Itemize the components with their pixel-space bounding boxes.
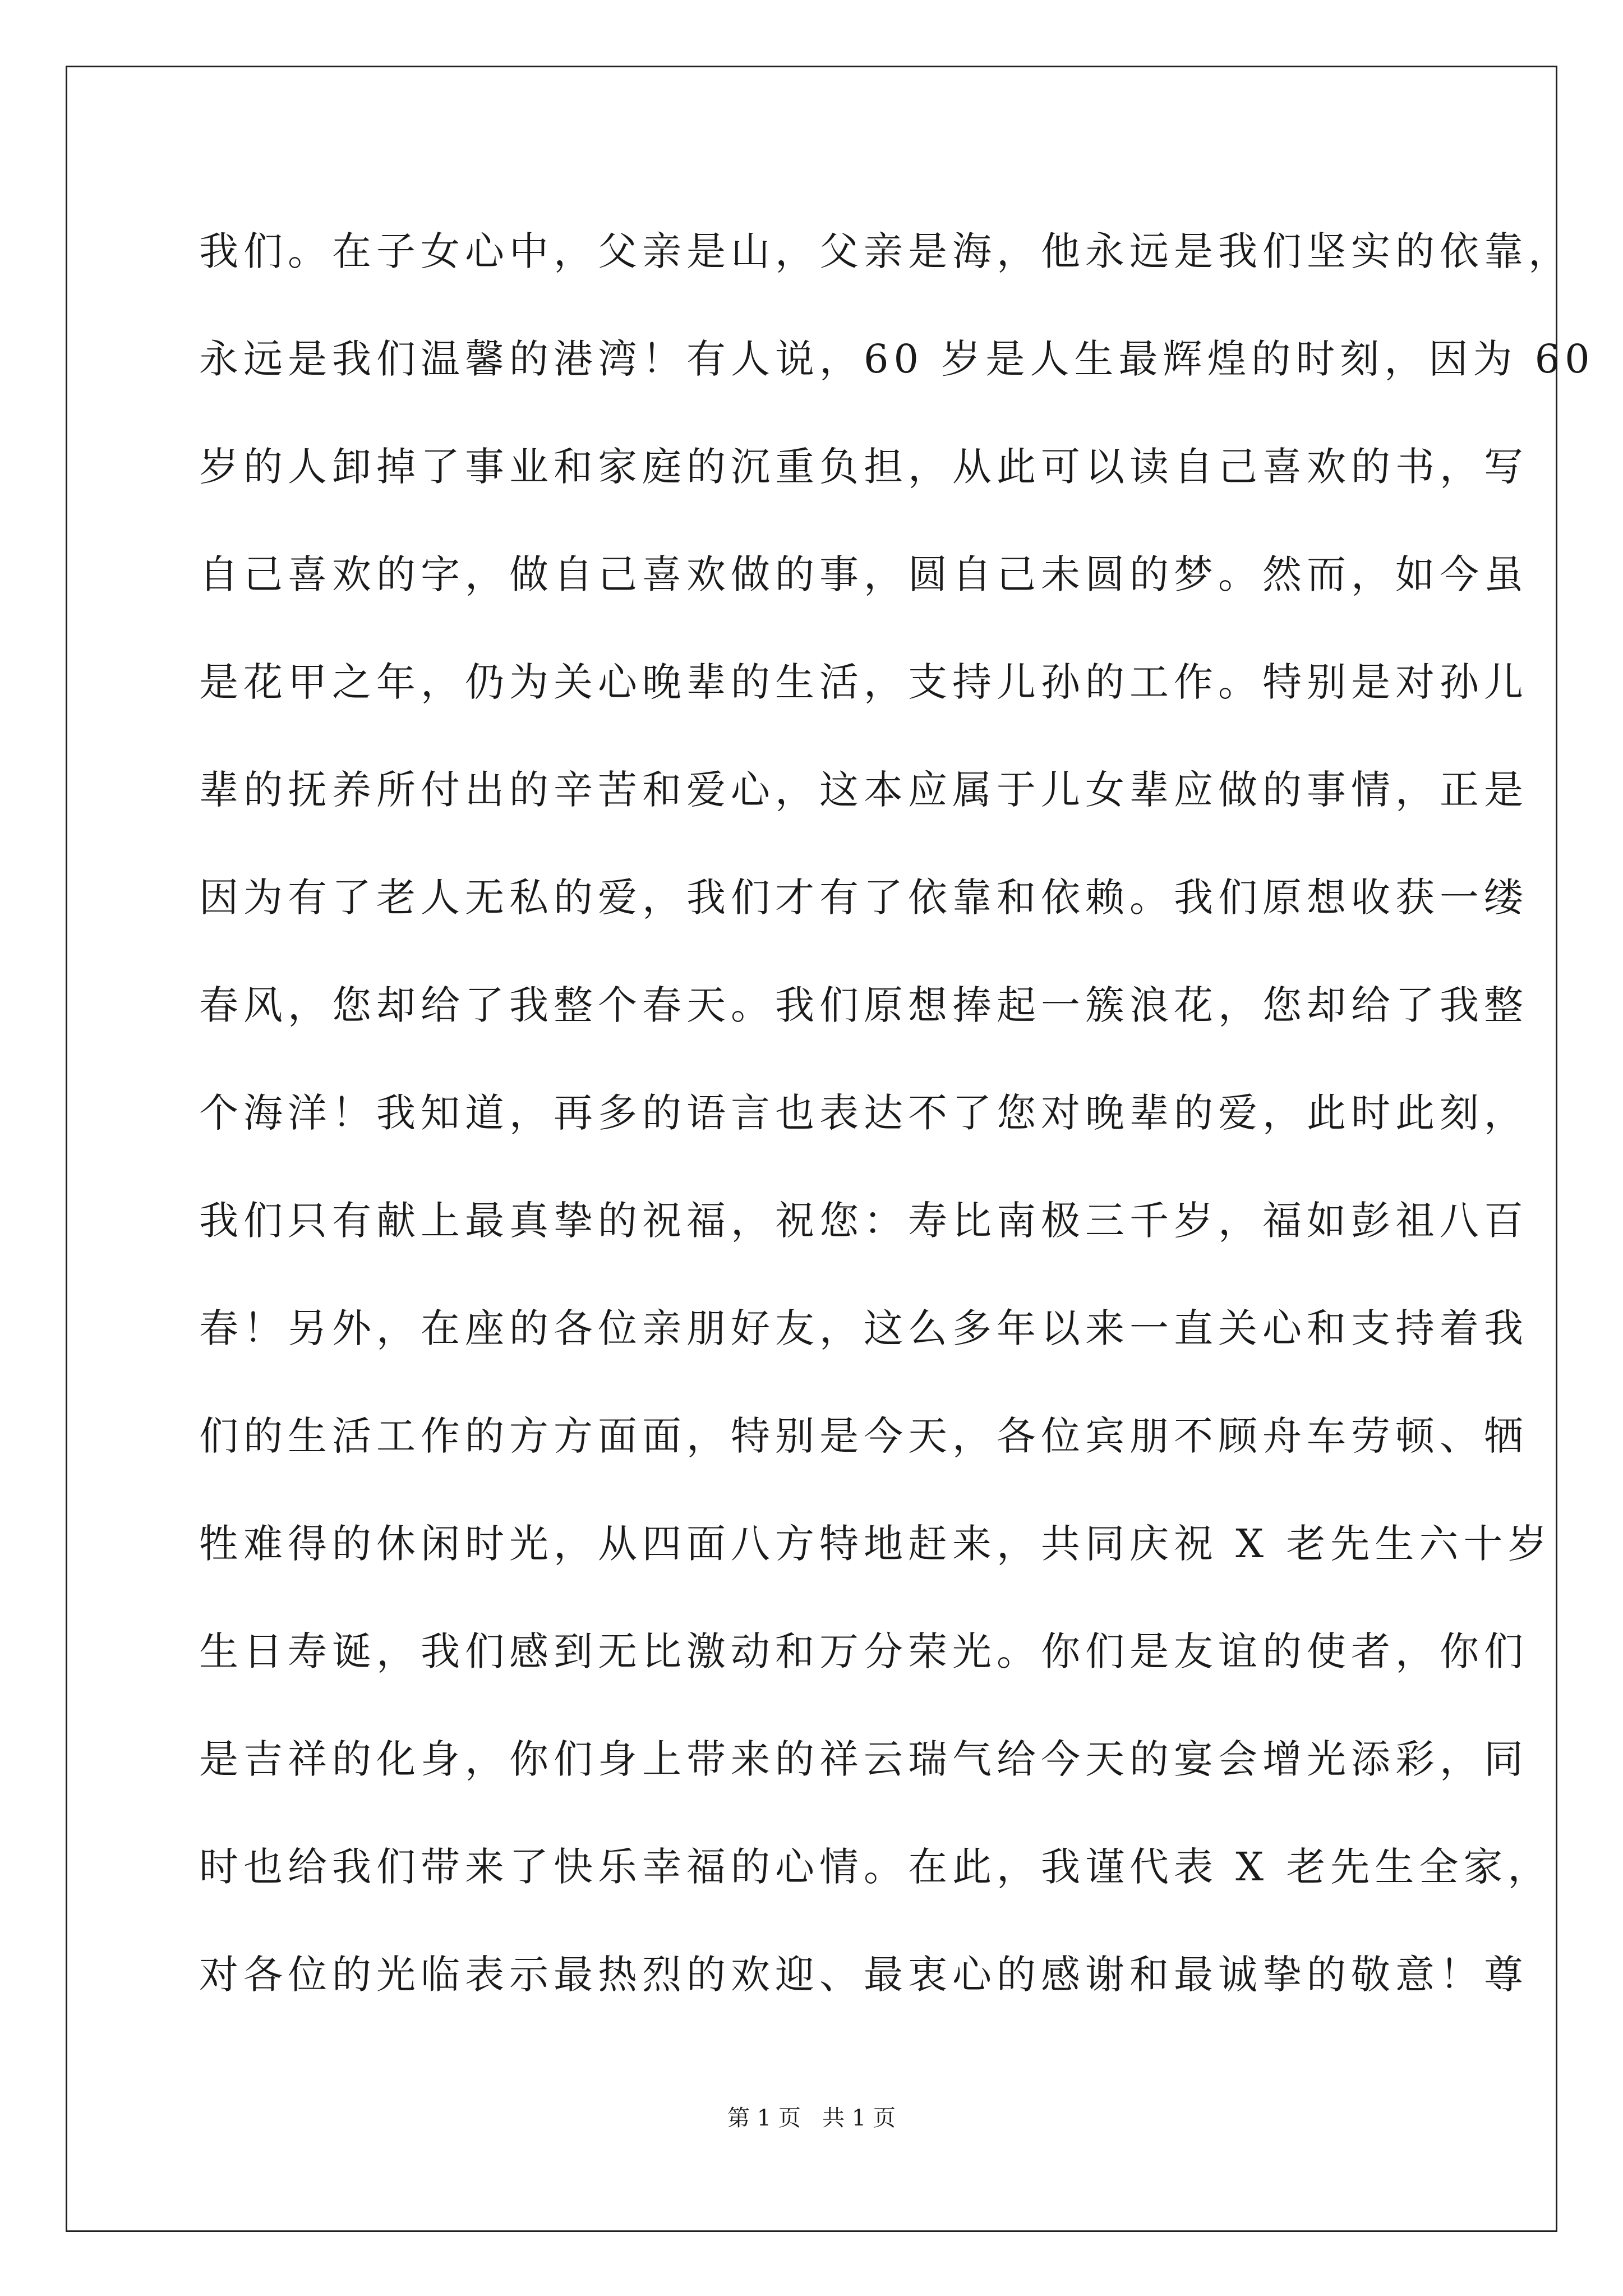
text-line-13: 牲难得的休闲时光，从四面八方特地赶来，共同庆祝 X 老先生六十岁 (199, 1521, 1552, 1567)
page-footer: 第 1 页 共 1 页 (727, 2105, 896, 2131)
text-line-16: 时也给我们带来了快乐幸福的心情。在此，我谨代表 X 老先生全家， (199, 1844, 1552, 1890)
text-line-4: 自己喜欢的字，做自己喜欢做的事，圆自己未圆的梦。然而，如今虽 (199, 551, 1528, 597)
text-line-7: 因为有了老人无私的爱，我们才有了依靠和依赖。我们原想收获一缕 (199, 875, 1528, 921)
text-line-15: 是吉祥的化身，你们身上带来的祥云瑞气给今天的宴会增光添彩，同 (199, 1736, 1528, 1782)
text-line-12: 们的生活工作的方方面面，特别是今天，各位宾朋不顾舟车劳顿、牺 (199, 1413, 1528, 1459)
text-line-5: 是花甲之年，仍为关心晚辈的生活，支持儿孙的工作。特别是对孙儿 (199, 659, 1528, 705)
text-line-11: 春！另外，在座的各位亲朋好友，这么多年以来一直关心和支持着我 (199, 1305, 1528, 1351)
document-body (199, 220, 1595, 2051)
text-line-9: 个海洋！我知道，再多的语言也表达不了您对晚辈的爱，此时此刻， (199, 1090, 1528, 1136)
text-line-3: 岁的人卸掉了事业和家庭的沉重负担，从此可以读自己喜欢的书，写 (199, 444, 1528, 490)
text-line-14: 生日寿诞，我们感到无比激动和万分荣光。你们是友谊的使者，你们 (199, 1628, 1528, 1674)
text-line-6: 辈的抚养所付出的辛苦和爱心，这本应属于儿女辈应做的事情，正是 (199, 767, 1528, 813)
text-line-8: 春风，您却给了我整个春天。我们原想捧起一簇浪花，您却给了我整 (199, 982, 1528, 1028)
text-line-1: 我们。在子女心中，父亲是山，父亲是海，他永远是我们坚实的依靠， (199, 228, 1573, 274)
text-line-10: 我们只有献上最真挚的祝福，祝您：寿比南极三千岁，福如彭祖八百 (199, 1198, 1528, 1244)
text-line-2: 永远是我们温馨的港湾！有人说，60 岁是人生最辉煌的时刻，因为 60 (199, 336, 1595, 382)
text-line-17: 对各位的光临表示最热烈的欢迎、最衷心的感谢和最诚挚的敬意！尊 (199, 1952, 1528, 1998)
